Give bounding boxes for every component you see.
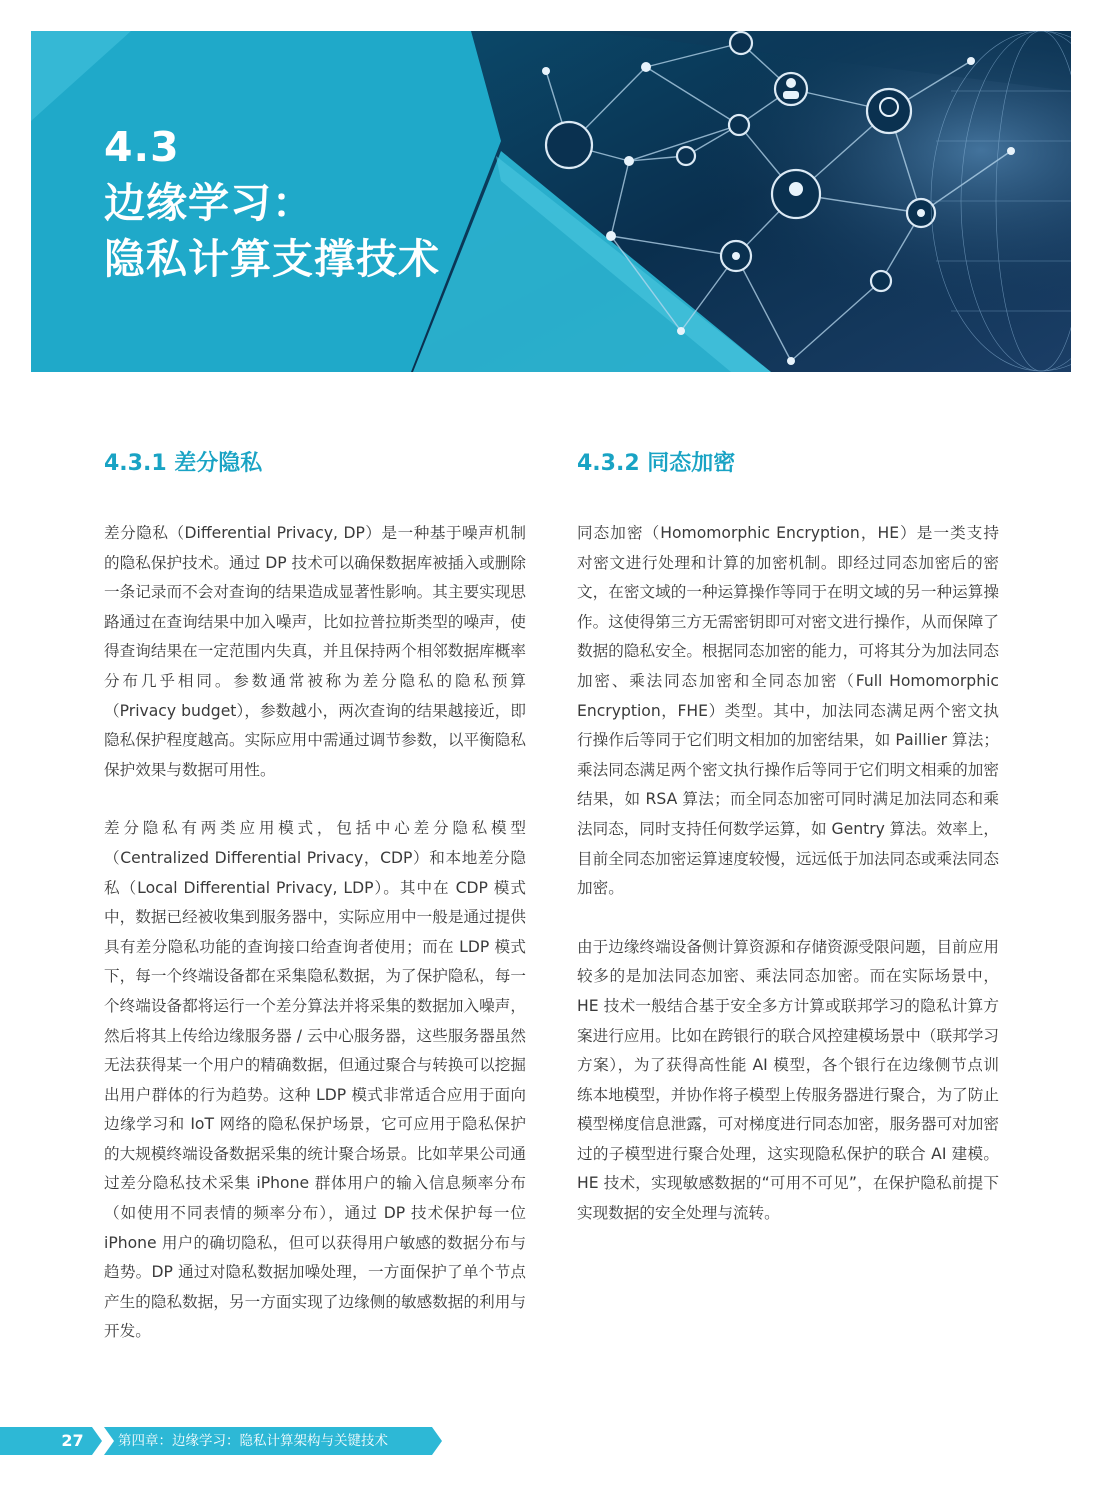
- chapter-label: 第四章：边缘学习：隐私计算架构与关键技术: [118, 1433, 388, 1449]
- section-differential-privacy: [104, 446, 526, 1347]
- page-number: 27: [61, 1431, 84, 1450]
- page-footer: [0, 1427, 460, 1455]
- title-line-1: 边缘学习：: [104, 179, 314, 227]
- section-heading: 4.3.1 差分隐私: [104, 451, 263, 476]
- paragraph: 差分隐私有两类应用模式，包括中心差分隐私模型（Centralized Differential Privacy，CDP）和本地差分隐私（Local Differential Privacy, LDP）。其中在 CDP 模式中，数据已经被收集到服务器中，实际应用中一般是通过提供具有差分隐私功能的查询接口给查询者使用；而在 LDP 模式下，每一个终端设备都在采集隐私数据，为了保护隐私，每一个终端设备都将运行一个差分算法并将采集的数据加入噪声，然后将其上传给边缘服务器 / 云中心服务器，这些服务器虽然无法获得某一个用户的精确数据，但通过聚合与转换可以挖掘出用户群体的行为趋势。这种 LDP 模式非常适合应用于面向边缘学习和 IoT 网络的隐私保护场景，它可应用于隐私保护的大规模终端设备数据采集的统计聚合场景。比如苹果公司通过差分隐私技术采集 iPhone 群体用户的输入信息频率分布（如使用不同表情的频率分布），通过 DP 技术保护每一位 iPhone 用户的确切隐私，但可以获得用户敏感的数据分布与趋势。DP 通过对隐私数据加噪处理，一方面保护了单个节点产生的隐私数据，另一方面实现了边缘侧的敏感数据的利用与开发。: [104, 819, 526, 1341]
- paragraph: 由于边缘终端设备侧计算资源和存储资源受限问题，目前应用较多的是加法同态加密、乘法同态加密。而在实际场景中，HE 技术一般结合基于安全多方计算或联邦学习的隐私计算方案进行应用。比如在跨银行的联合风控建模场景中（联邦学习方案），为了获得高性能 AI 模型，各个银行在边缘侧节点训练本地模型，并协作将子模型上传服务器进行聚合，为了防止模型梯度信息泄露，可对梯度进行同态加密，服务器可对加密过的子模型进行聚合处理，这实现隐私保护的联合 AI 建模。HE 技术，实现敏感数据的“可用不可见”，在保护隐私前提下实现数据的安全处理与流转。: [577, 937, 999, 1223]
- title-line-2: 隐私计算支撑技术: [104, 235, 440, 283]
- paragraph: 同态加密（Homomorphic Encryption，HE）是一类支持对密文进行处理和计算的加密机制。即经过同态加密后的密文，在密文域的一种运算操作等同于在明文域的另一种运算操作。这使得第三方无需密钥即可对密文进行操作，从而保障了数据的隐私安全。根据同态加密的能力，可将其分为加法同态加密、乘法同态加密和全同态加密（Full Homomorphic Encryption，FHE）类型。其中，加法同态满足两个密文执行操作后等同于它们明文相加的加密结果，如 Paillier 算法；乘法同态满足两个密文执行操作后等同于它们明文相乘的加密结果，如 RSA 算法；而全同态加密可同时满足加法同态和乘法同态，同时支持任何数学运算，如 Gentry 算法。效率上，目前全同态加密运算速度较慢，远远低于加法同态或乘法同态加密。: [577, 524, 999, 898]
- paragraph: 差分隐私（Differential Privacy, DP）是一种基于噪声机制的隐私保护技术。通过 DP 技术可以确保数据库被插入或删除一条记录而不会对查询的结果造成显著性影响。其主要实现思路通过在查询结果中加入噪声，比如拉普拉斯类型的噪声，使得查询结果在一定范围内失真，并且保持两个相邻数据库概率分布几乎相同。参数通常被称为差分隐私的隐私预算（Privacy budget），参数越小，两次查询的结果越接近，即隐私保护程度越高。实际应用中需通过调节参数，以平衡隐私保护效果与数据可用性。: [104, 524, 526, 779]
- chapter-title: [104, 119, 440, 287]
- section-heading: 4.3.2 同态加密: [577, 451, 736, 476]
- chapter-banner: [31, 31, 1071, 372]
- section-number: 4.3: [104, 123, 180, 171]
- section-homomorphic-encryption: [577, 446, 999, 1229]
